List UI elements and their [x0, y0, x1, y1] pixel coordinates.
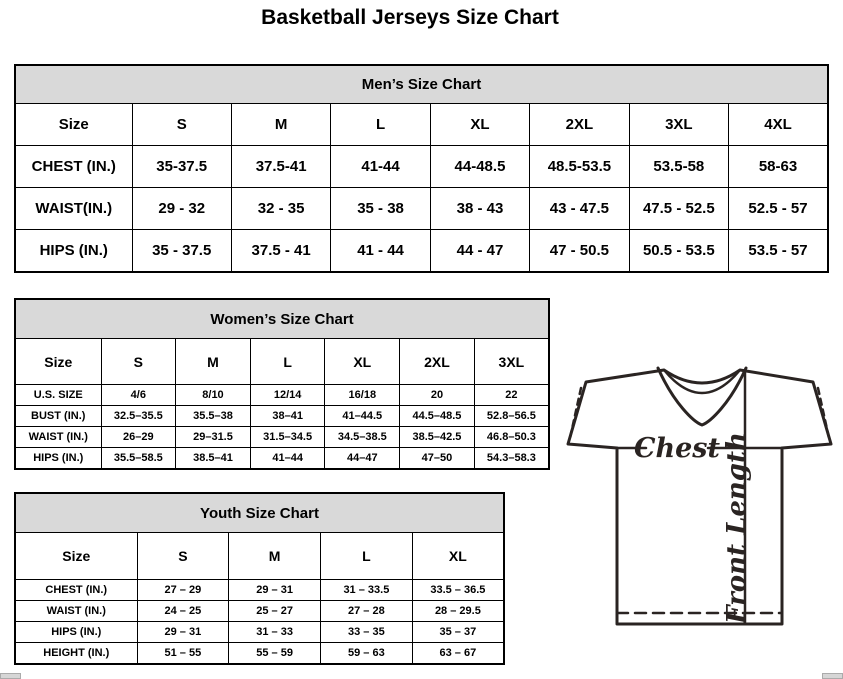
cell: 20 — [400, 385, 475, 406]
h-scrollbar-right-button[interactable] — [822, 673, 843, 679]
cell: 29 - 32 — [132, 188, 231, 230]
table-row — [15, 448, 549, 470]
row-label: CHEST (IN.) — [15, 580, 137, 601]
column-header: 3XL — [629, 104, 728, 146]
row-label: WAIST (IN.) — [15, 427, 101, 448]
page-title: Basketball Jerseys Size Chart — [261, 6, 559, 29]
cell: 48.5-53.5 — [530, 146, 629, 188]
cell: 33.5 – 36.5 — [412, 580, 504, 601]
column-header: S — [132, 104, 231, 146]
cell: 35-37.5 — [132, 146, 231, 188]
cell: 53.5 - 57 — [729, 230, 828, 273]
table-row — [15, 188, 828, 230]
cell: 35 – 37 — [412, 622, 504, 643]
column-header: XL — [412, 533, 504, 580]
cell: 29–31.5 — [176, 427, 251, 448]
womens-size-table — [14, 298, 550, 470]
cell: 38.5–42.5 — [400, 427, 475, 448]
cell: 4/6 — [101, 385, 176, 406]
cell: 44–47 — [325, 448, 400, 470]
cell: 34.5–38.5 — [325, 427, 400, 448]
cell: 41 - 44 — [331, 230, 430, 273]
cell: 35 - 38 — [331, 188, 430, 230]
front-length-label: Front Length — [722, 432, 752, 624]
column-header: M — [176, 339, 251, 385]
size-header: Size — [15, 104, 132, 146]
row-label: HEIGHT (IN.) — [15, 643, 137, 665]
column-header: 2XL — [530, 104, 629, 146]
row-label: U.S. SIZE — [15, 385, 101, 406]
h-scrollbar-left-button[interactable] — [0, 673, 21, 679]
cell: 24 – 25 — [137, 601, 229, 622]
cell: 59 – 63 — [321, 643, 413, 665]
row-label: HIPS (IN.) — [15, 622, 137, 643]
table-row — [15, 601, 504, 622]
cell: 50.5 - 53.5 — [629, 230, 728, 273]
cell: 58-63 — [729, 146, 828, 188]
cell: 44.5–48.5 — [400, 406, 475, 427]
cell: 44-48.5 — [430, 146, 529, 188]
youth-size-table — [14, 492, 505, 665]
cell: 63 – 67 — [412, 643, 504, 665]
mens-table-title: Men’s Size Chart — [15, 65, 828, 104]
cell: 53.5-58 — [629, 146, 728, 188]
cell: 35.5–38 — [176, 406, 251, 427]
cell: 47 - 50.5 — [530, 230, 629, 273]
cell: 51 – 55 — [137, 643, 229, 665]
row-label: HIPS (IN.) — [15, 230, 132, 273]
row-label: WAIST(IN.) — [15, 188, 132, 230]
column-header: 2XL — [400, 339, 475, 385]
column-header: 3XL — [474, 339, 549, 385]
cell: 55 – 59 — [229, 643, 321, 665]
cell: 29 – 31 — [229, 580, 321, 601]
row-label: WAIST (IN.) — [15, 601, 137, 622]
column-header: XL — [430, 104, 529, 146]
cell: 38.5–41 — [176, 448, 251, 470]
cell: 38 - 43 — [430, 188, 529, 230]
jersey-measurement-diagram — [556, 362, 843, 647]
column-header: S — [101, 339, 176, 385]
column-header: 4XL — [729, 104, 828, 146]
mens-size-table — [14, 64, 829, 273]
table-row — [15, 146, 828, 188]
row-label: CHEST (IN.) — [15, 146, 132, 188]
table-row — [15, 230, 828, 273]
column-header: L — [331, 104, 430, 146]
column-header: S — [137, 533, 229, 580]
cell: 31.5–34.5 — [250, 427, 325, 448]
size-header: Size — [15, 339, 101, 385]
table-row — [15, 427, 549, 448]
cell: 52.5 - 57 — [729, 188, 828, 230]
cell: 32.5–35.5 — [101, 406, 176, 427]
table-row — [15, 622, 504, 643]
cell: 41–44.5 — [325, 406, 400, 427]
cell: 32 - 35 — [231, 188, 330, 230]
cell: 29 – 31 — [137, 622, 229, 643]
cell: 35 - 37.5 — [132, 230, 231, 273]
cell: 31 – 33.5 — [321, 580, 413, 601]
jersey-outline — [568, 370, 831, 624]
cell: 44 - 47 — [430, 230, 529, 273]
cell: 31 – 33 — [229, 622, 321, 643]
column-header: M — [229, 533, 321, 580]
cell: 43 - 47.5 — [530, 188, 629, 230]
table-row — [15, 385, 549, 406]
cell: 41–44 — [250, 448, 325, 470]
cell: 37.5 - 41 — [231, 230, 330, 273]
cell: 28 – 29.5 — [412, 601, 504, 622]
column-header: XL — [325, 339, 400, 385]
cell: 33 – 35 — [321, 622, 413, 643]
cell: 26–29 — [101, 427, 176, 448]
cell: 22 — [474, 385, 549, 406]
chest-label: Chest — [634, 433, 720, 464]
cell: 27 – 28 — [321, 601, 413, 622]
cell: 52.8–56.5 — [474, 406, 549, 427]
cell: 35.5–58.5 — [101, 448, 176, 470]
cell: 12/14 — [250, 385, 325, 406]
youth-table-title: Youth Size Chart — [15, 493, 504, 533]
cell: 54.3–58.3 — [474, 448, 549, 470]
column-header: L — [321, 533, 413, 580]
table-row — [15, 580, 504, 601]
table-row — [15, 643, 504, 665]
cell: 8/10 — [176, 385, 251, 406]
cell: 47–50 — [400, 448, 475, 470]
cell: 37.5-41 — [231, 146, 330, 188]
size-header: Size — [15, 533, 137, 580]
row-label: HIPS (IN.) — [15, 448, 101, 470]
cell: 47.5 - 52.5 — [629, 188, 728, 230]
womens-table-title: Women’s Size Chart — [15, 299, 549, 339]
cell: 25 – 27 — [229, 601, 321, 622]
cell: 46.8–50.3 — [474, 427, 549, 448]
cell: 38–41 — [250, 406, 325, 427]
cell: 16/18 — [325, 385, 400, 406]
column-header: M — [231, 104, 330, 146]
row-label: BUST (IN.) — [15, 406, 101, 427]
table-row — [15, 406, 549, 427]
cell: 41-44 — [331, 146, 430, 188]
column-header: L — [250, 339, 325, 385]
cell: 27 – 29 — [137, 580, 229, 601]
